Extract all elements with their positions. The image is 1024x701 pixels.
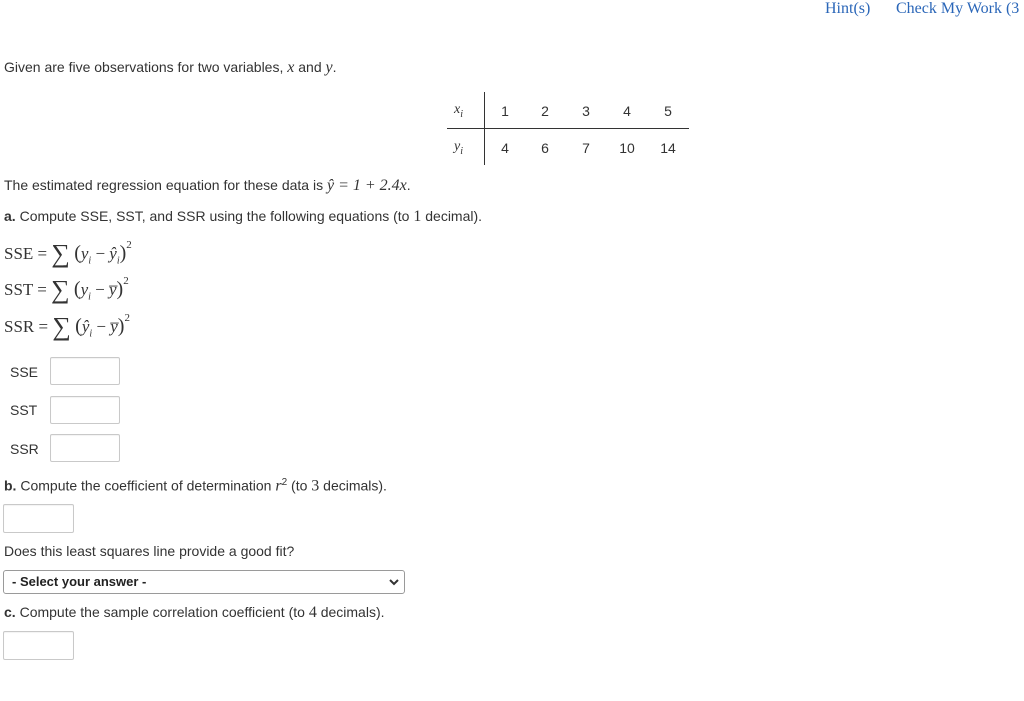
good-fit-select[interactable] — [3, 570, 405, 594]
hints-link[interactable]: Hint(s) — [825, 0, 871, 17]
table-cell-x: 2 — [541, 103, 549, 119]
part-a-heading: a. Compute SSE, SST, and SSR using the following equations (to 1 decimal). — [4, 208, 483, 225]
row-x-label: $x_i$ — [454, 102, 463, 120]
sst-label: SST — [10, 402, 38, 418]
row-y-label: $y_i$ — [454, 139, 463, 157]
sst-input[interactable] — [50, 396, 120, 424]
table-cell-y: 14 — [660, 140, 676, 156]
regression-equation: ŷ = 1 + 2.4x — [326, 177, 407, 194]
r-squared-input[interactable] — [3, 504, 74, 533]
sst-formula: SST = ∑ ($y_i$ − y̅)$^2$ — [4, 275, 129, 304]
correlation-input[interactable] — [3, 631, 74, 660]
ssr-input[interactable] — [50, 434, 120, 462]
part-c-heading: c. Compute the sample correlation coefficient (to 4 decimals). — [4, 604, 385, 621]
sse-input[interactable] — [50, 357, 120, 385]
chevron-down-icon — [388, 576, 400, 588]
check-my-work-link[interactable]: Check My Work (3 — [896, 0, 1020, 17]
part-b-heading: b. Compute the coefficient of determination $r^2$ (to 3 decimals). — [4, 477, 387, 495]
table-cell-x: 4 — [623, 103, 631, 119]
intro-text: Given are five observations for two variables, x and y. — [4, 59, 337, 76]
table-cell-x: 3 — [582, 103, 590, 119]
sse-label: SSE — [10, 364, 39, 380]
table-cell-x: 1 — [501, 103, 509, 119]
fit-question: Does this least squares line provide a good fit? — [4, 543, 295, 559]
ssr-label: SSR — [10, 441, 39, 457]
regression-text: The estimated regression equation for these data is ŷ = 1 + 2.4x. — [4, 177, 411, 194]
table-cell-y: 7 — [582, 140, 590, 156]
ssr-formula: SSR = ∑ ($ŷ_i$ − y̅)$^2$ — [4, 312, 130, 341]
table-divider-horizontal — [447, 128, 689, 129]
sse-formula: SSE = ∑ ($y_i$ − $ŷ_i)^2$ — [4, 239, 132, 268]
table-cell-y: 10 — [619, 140, 635, 156]
table-cell-y: 6 — [541, 140, 549, 156]
table-cell-y: 4 — [501, 140, 509, 156]
table-cell-x: 5 — [664, 103, 672, 119]
good-fit-select-value: - Select your answer - — [12, 574, 147, 589]
